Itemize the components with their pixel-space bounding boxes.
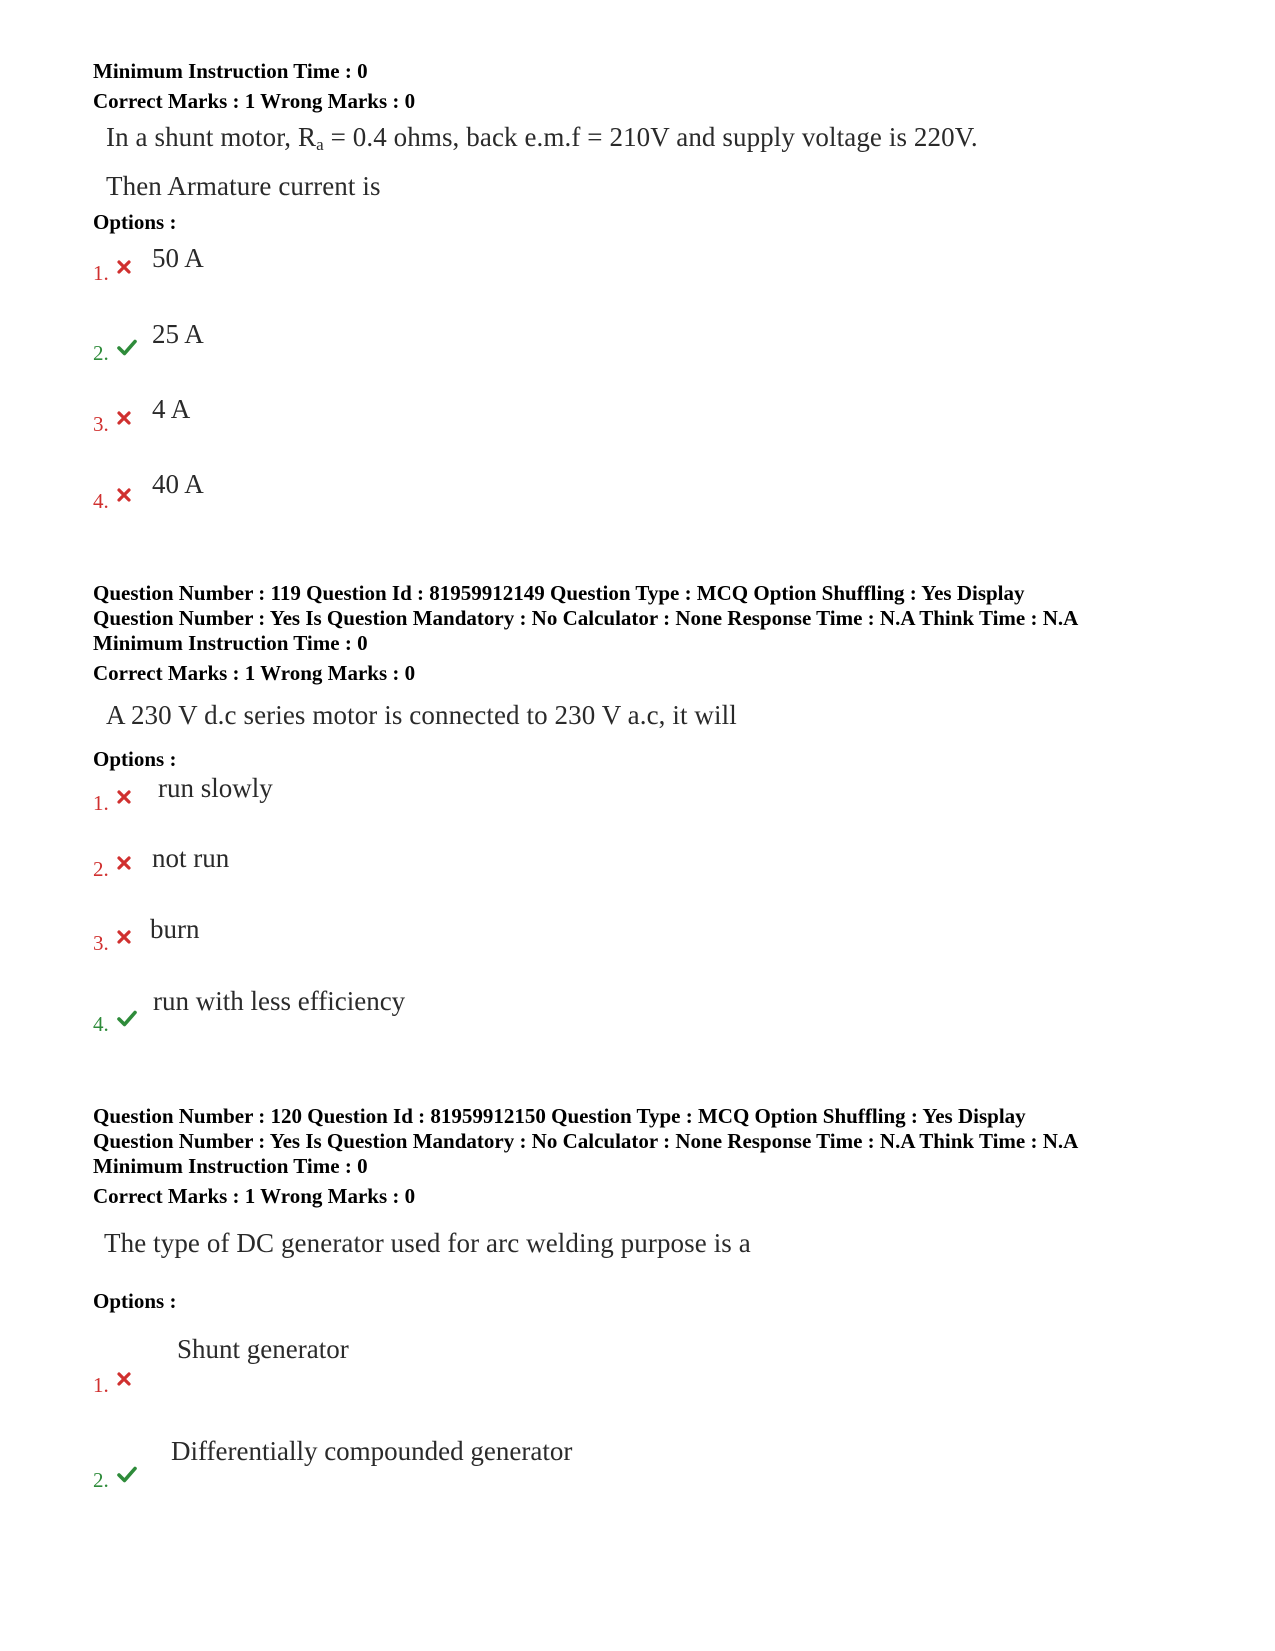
cross-icon — [117, 930, 131, 944]
option-number: 1. — [93, 261, 109, 285]
marks-info: Correct Marks : 1 Wrong Marks : 0 — [93, 89, 416, 113]
option-text: 40 A — [152, 469, 204, 499]
check-icon — [117, 1010, 137, 1027]
options-label: Options : — [93, 210, 177, 234]
question-header-line1: Question Number : 119 Question Id : 81959912149 Question Type : MCQ Option Shuffling : Yes Display — [93, 581, 1025, 605]
option-text: not run — [152, 843, 230, 873]
question-header-line2: Question Number : Yes Is Question Mandatory : No Calculator : None Response Time : N.A Think Time : N.A — [93, 1129, 1079, 1153]
option-number: 1. — [93, 791, 109, 815]
cross-icon — [117, 411, 131, 425]
option-text: Shunt generator — [177, 1334, 349, 1364]
options-label: Options : — [93, 747, 177, 771]
option-number: 1. — [93, 1373, 109, 1397]
question-header-line1: Question Number : 120 Question Id : 81959912150 Question Type : MCQ Option Shuffling : Yes Display — [93, 1104, 1026, 1128]
option-text: 25 A — [152, 319, 204, 349]
option-number: 4. — [93, 489, 109, 513]
option-number: 2. — [93, 341, 109, 365]
cross-icon — [117, 488, 131, 502]
question-text: The type of DC generator used for arc welding purpose is a — [104, 1228, 751, 1258]
min-instruction-time: Minimum Instruction Time : 0 — [93, 59, 368, 83]
option-number: 2. — [93, 857, 109, 881]
cross-icon — [117, 260, 131, 274]
cross-icon — [117, 790, 131, 804]
marks-info: Correct Marks : 1 Wrong Marks : 0 — [93, 661, 416, 685]
cross-icon — [117, 1372, 131, 1386]
option-number: 3. — [93, 931, 109, 955]
option-text: 4 A — [152, 394, 191, 424]
marks-info: Correct Marks : 1 Wrong Marks : 0 — [93, 1184, 416, 1208]
option-text: burn — [150, 914, 200, 944]
question-header-line2: Question Number : Yes Is Question Mandatory : No Calculator : None Response Time : N.A Think Time : N.A — [93, 606, 1079, 630]
question-text: In a shunt motor, $R_a = 0.4$ ohms, back e.m.f = 210V and supply voltage is 220V. — [106, 122, 978, 154]
option-text: 50 A — [152, 243, 204, 273]
cross-icon — [117, 856, 131, 870]
option-number: 4. — [93, 1012, 109, 1036]
question-text-line2: Then Armature current is — [106, 171, 381, 201]
min-instruction-time: Minimum Instruction Time : 0 — [93, 1154, 368, 1178]
check-icon — [117, 1466, 137, 1483]
check-icon — [117, 339, 137, 356]
option-number: 3. — [93, 412, 109, 436]
option-text: run with less efficiency — [153, 986, 406, 1016]
question-text: A 230 V d.c series motor is connected to 230 V a.c, it will — [106, 700, 737, 730]
options-label: Options : — [93, 1289, 177, 1313]
option-text: Differentially compounded generator — [171, 1436, 573, 1466]
option-number: 2. — [93, 1468, 109, 1492]
option-text: run slowly — [158, 773, 273, 803]
min-instruction-time: Minimum Instruction Time : 0 — [93, 631, 368, 655]
